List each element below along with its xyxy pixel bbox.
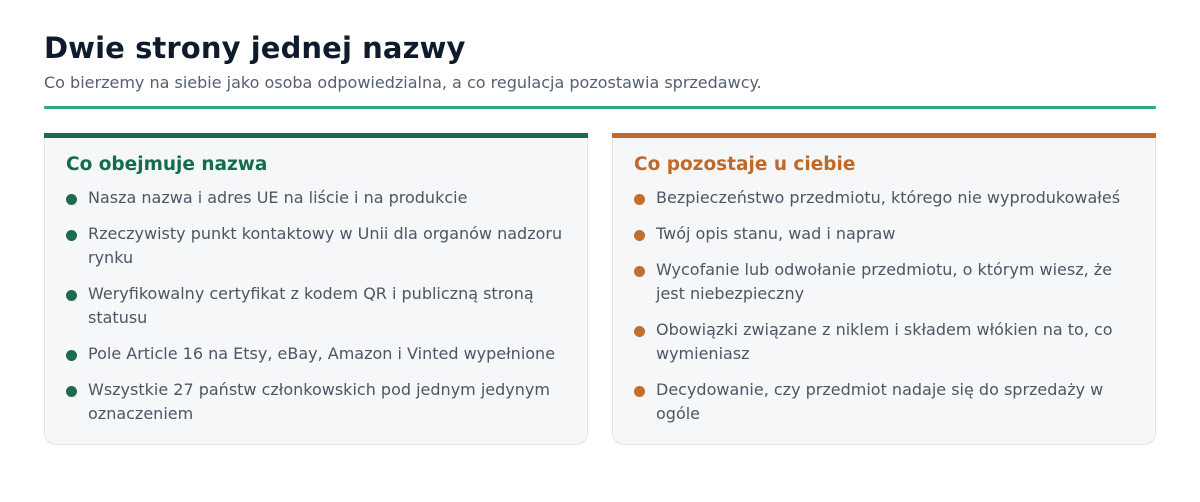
- bullet-dot-icon: [634, 386, 645, 397]
- list-item: [634, 186, 1134, 210]
- bullet-dot-icon: [634, 326, 645, 337]
- card-covered-accent-bar: [44, 133, 588, 138]
- list-item: [634, 378, 1134, 426]
- header-divider: [44, 106, 1156, 109]
- card-remaining-accent-bar: [612, 133, 1156, 138]
- list-item: [66, 282, 566, 330]
- card-remaining-title: Co pozostaje u ciebie: [634, 154, 856, 175]
- bullet-dot-icon: [66, 350, 77, 361]
- bullet-dot-icon: [66, 194, 77, 205]
- list-item-text: Nasza nazwa i adres UE na liście i na produkcie: [88, 188, 468, 207]
- list-item: [66, 342, 566, 366]
- page-subtitle: Co bierzemy na siebie jako osoba odpowiedzialna, a co regulacja pozostawia sprzedawcy.: [44, 73, 762, 92]
- card-covered-title: Co obejmuje nazwa: [66, 154, 268, 175]
- list-item-text: Wycofanie lub odwołanie przedmiotu, o którym wiesz, że jest niebezpieczny: [656, 260, 1113, 303]
- list-item: [66, 186, 566, 210]
- list-item-text: Decydowanie, czy przedmiot nadaje się do sprzedaży w ogóle: [656, 380, 1104, 423]
- bullet-dot-icon: [66, 386, 77, 397]
- list-item-text: Wszystkie 27 państw członkowskich pod jednym jedynym oznaczeniem: [88, 380, 550, 423]
- list-item-text: Pole Article 16 na Etsy, eBay, Amazon i Vinted wypełnione: [88, 344, 556, 363]
- card-remaining: [612, 133, 1156, 445]
- columns: [44, 133, 1156, 445]
- list-item-text: Rzeczywisty punkt kontaktowy w Unii dla organów nadzoru rynku: [88, 224, 563, 267]
- bullet-dot-icon: [66, 230, 77, 241]
- bullet-dot-icon: [634, 230, 645, 241]
- list-item: [634, 258, 1134, 306]
- list-item: [634, 318, 1134, 366]
- bullet-dot-icon: [66, 290, 77, 301]
- list-item-text: Twój opis stanu, wad i napraw: [656, 224, 896, 243]
- list-item: [66, 378, 566, 426]
- list-item: [634, 222, 1134, 246]
- card-covered: [44, 133, 588, 445]
- bullet-dot-icon: [634, 266, 645, 277]
- card-remaining-list: [634, 186, 1134, 426]
- page-title: Dwie strony jednej nazwy: [44, 31, 466, 65]
- card-covered-list: [66, 186, 566, 426]
- list-item-text: Bezpieczeństwo przedmiotu, którego nie wyprodukowałeś: [656, 188, 1121, 207]
- bullet-dot-icon: [634, 194, 645, 205]
- list-item-text: Obowiązki związane z niklem i składem włókien na to, co wymieniasz: [656, 320, 1113, 363]
- list-item-text: Weryfikowalny certyfikat z kodem QR i publiczną stroną statusu: [88, 284, 534, 327]
- header: [44, 0, 1156, 109]
- list-item: [66, 222, 566, 270]
